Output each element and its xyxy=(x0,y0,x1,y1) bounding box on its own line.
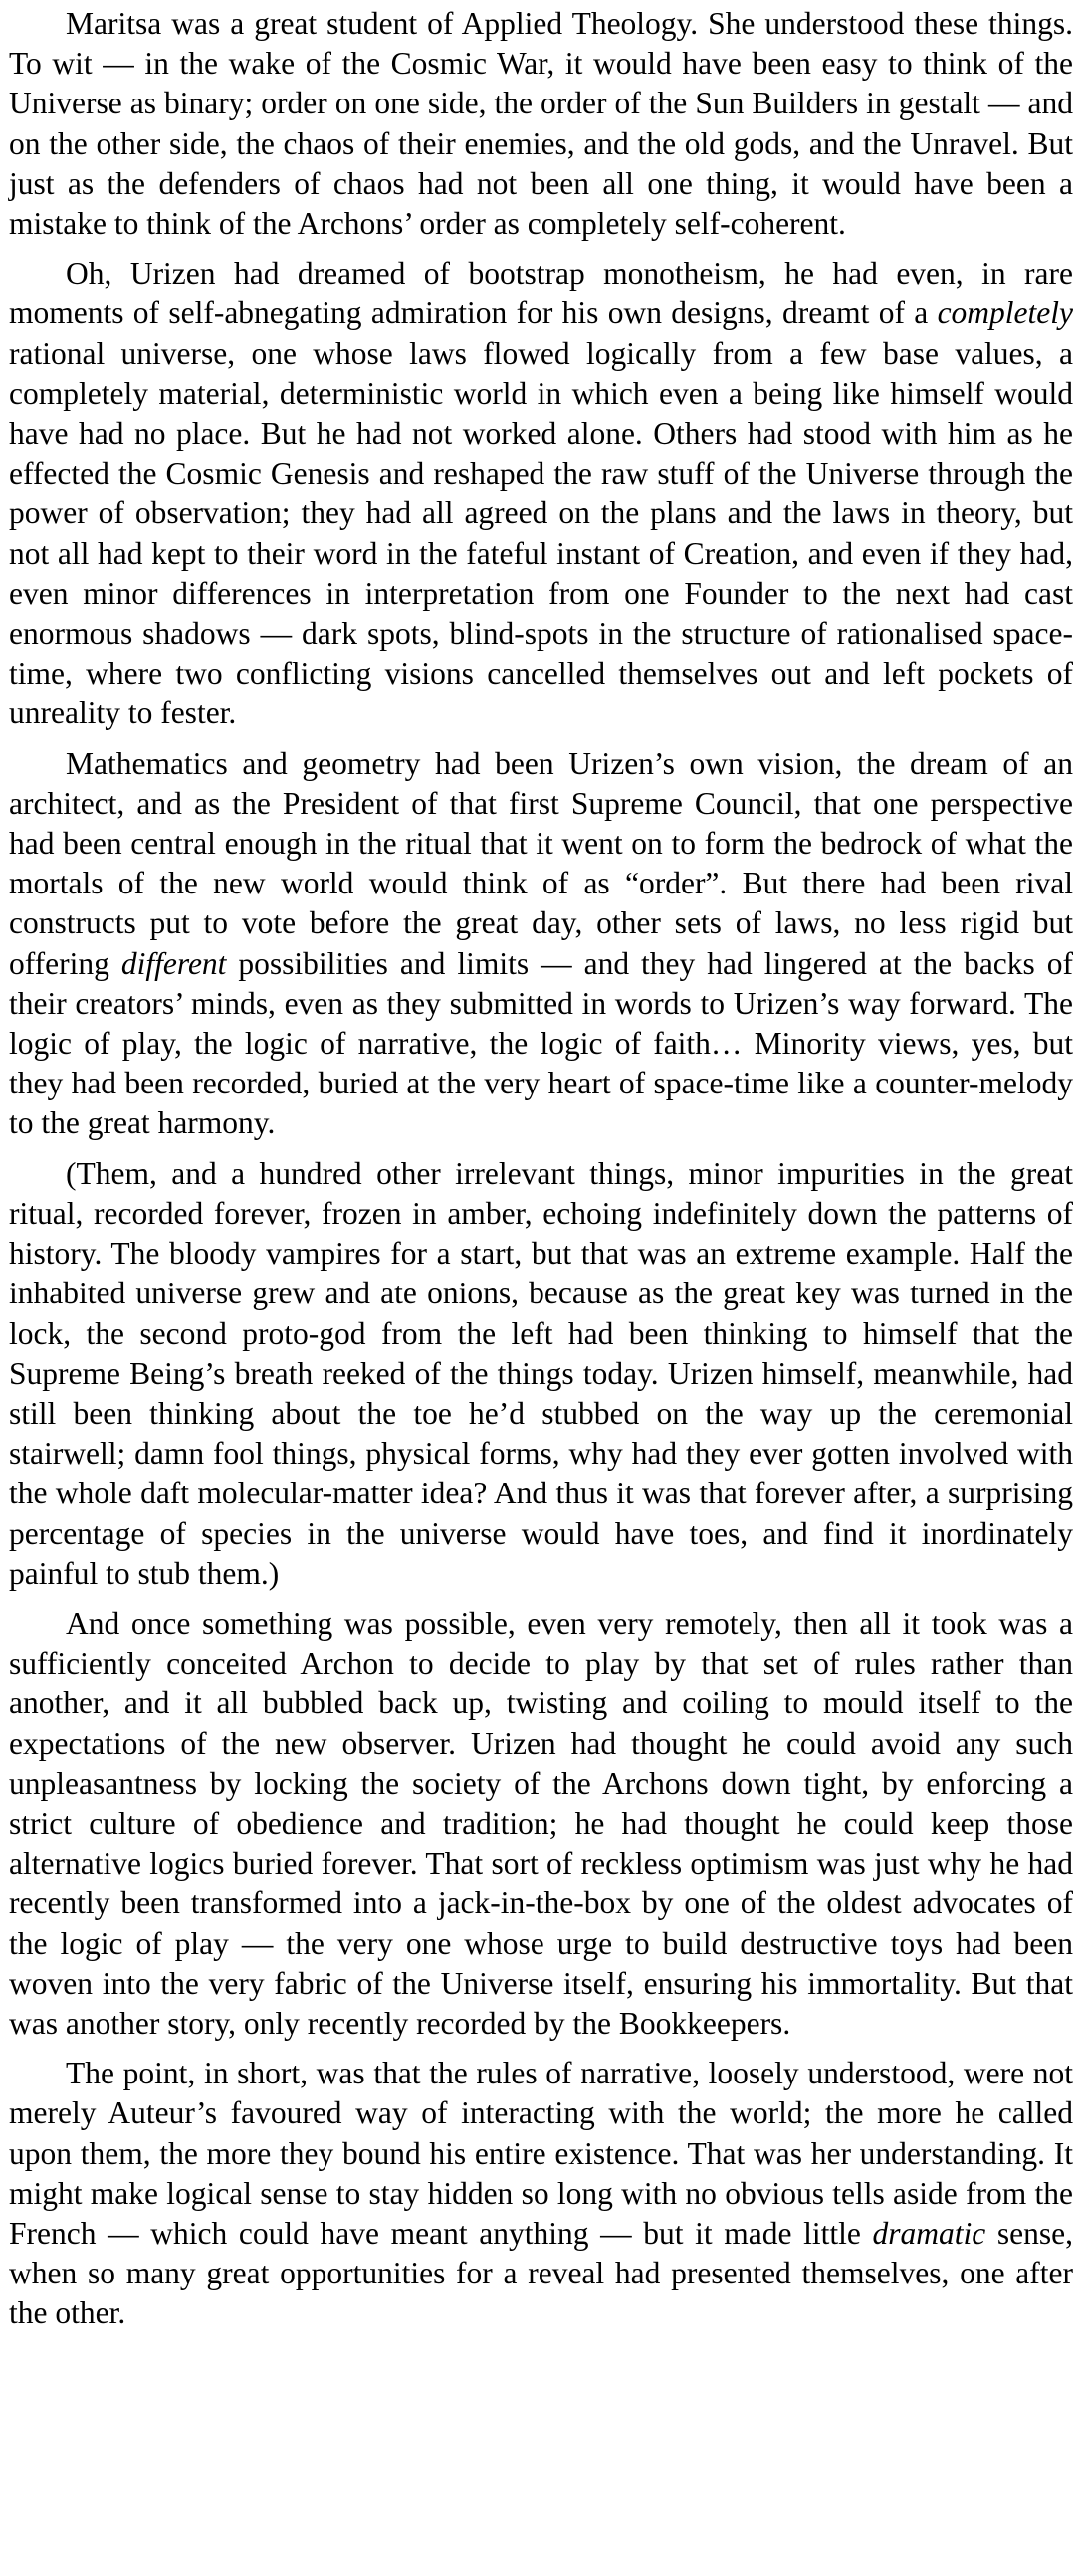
paragraph-5 xyxy=(9,1604,1073,2044)
paragraph-3 xyxy=(9,744,1073,1144)
paragraph-2-emphasis: completely xyxy=(937,296,1073,331)
paragraph-2-text-end: rational universe, one whose laws flowed logically from a few base values, a completely material, deterministic world in which even a being like himself would have had no place. But he had not worked alone. Others had stood with him as he effected the Cosmic Genesis and reshaped the raw stuff of the Universe through the power of observation; they had all agreed on the plans and the laws in theory, but not all had kept to their word in the fateful instant of Creation, and even if they had, even minor differences in interpretation from one Founder to the next had cast enormous shadows — dark spots, blind-spots in the structure of rationalised space-time, where two conflicting visions cancelled themselves out and left pockets of unreality to fester. xyxy=(9,335,1073,731)
paragraph-6-text-end: sense, when so many great opportunities for a reveal had presented themselves, one after the other. xyxy=(9,2215,1073,2331)
paragraph-3-emphasis: different xyxy=(120,945,227,981)
paragraph-6-emphasis: dramatic xyxy=(872,2215,986,2251)
paragraph-3-text-end: possibilities and limits — and they had lingered at the backs of their creators’ minds, even as they submitted in words to Urizen’s way forward. The logic of play, the logic of narrative, the logic of faith… Minority views, yes, but they had been recorded, buried at the very heart of space-time like a counter-melody to the great harmony. xyxy=(9,945,1074,1141)
paragraph-2-text-start: Oh, Urizen had dreamed of bootstrap monotheism, he had even, in rare moments of self-abnegating admiration for his own designs, dreamt of a xyxy=(9,256,1073,331)
paragraph-4-text: (Them, and a hundred other irrelevant things, minor impurities in the great ritual, recorded forever, frozen in amber, echoing indefinitely down the patterns of history. The bloody vampires for a start, but that was an extreme example. Half the inhabited universe grew and ate onions, because as the great key was turned in the lock, the second proto-god from the left had been thinking to himself that the Supreme Being’s breath reeked of the things today. Urizen himself, meanwhile, had still been thinking about the toe he’d stubbed on the way up the ceremonial stairwell; damn fool things, physical forms, why had they ever gotten involved with the whole daft molecular-matter idea? And thus it was that forever after, a surprising percentage of species in the universe would have toes, and find it inordinately painful to stub them.) xyxy=(9,1155,1073,1591)
paragraph-4 xyxy=(9,1154,1073,1594)
paragraph-6 xyxy=(9,2054,1073,2333)
paragraph-2 xyxy=(9,254,1073,733)
paragraph-3-text-start: Mathematics and geometry had been Urizen’s own vision, the dream of an architect, and as the President of that first Supreme Council, that one perspective had been central enough in the ritual that it went on to form the bedrock of what the mortals of the new world would think of as “order”. But there had been rival constructs put to vote before the great day, other sets of laws, no less rigid but offering xyxy=(9,745,1073,981)
paragraph-5-text: And once something was possible, even very remotely, then all it took was a sufficiently conceited Archon to decide to play by that set of rules rather than another, and it all bubbled back up, twisting and coiling to mould itself to the expectations of the new observer. Urizen had thought he could avoid any such unpleasantness by locking the society of the Archons down tight, by enforcing a strict culture of obedience and tradition; he had thought he could keep those alternative logics buried forever. That sort of reckless optimism was just why he had recently been transformed into a jack-in-the-box by one of the oldest advocates of the logic of play — the very one whose urge to build destructive toys had been woven into the very fabric of the Universe itself, ensuring his immortality. But that was another story, only recently recorded by the Bookkeepers. xyxy=(9,1605,1073,2041)
paragraph-1-text: Maritsa was a great student of Applied Theology. She understood these things. To wit — in the wake of the Cosmic War, it would have been easy to think of the Universe as binary; order on one side, the order of the Sun Builders in gestalt — and on the other side, the chaos of their enemies, and the old gods, and the Unravel. But just as the defenders of chaos had not been all one thing, it would have been a mistake to think of the Archons’ order as completely self-coherent. xyxy=(9,6,1073,242)
paragraph-1 xyxy=(9,4,1073,244)
paragraph-6-text-start: The point, in short, was that the rules of narrative, loosely understood, were not merely Auteur’s favoured way of interacting with the world; the more he called upon them, the more they bound his entire existence. That was her understanding. It might make logical sense to stay hidden so long with no obvious tells aside from the French — which could have meant anything — but it made little xyxy=(9,2056,1073,2251)
